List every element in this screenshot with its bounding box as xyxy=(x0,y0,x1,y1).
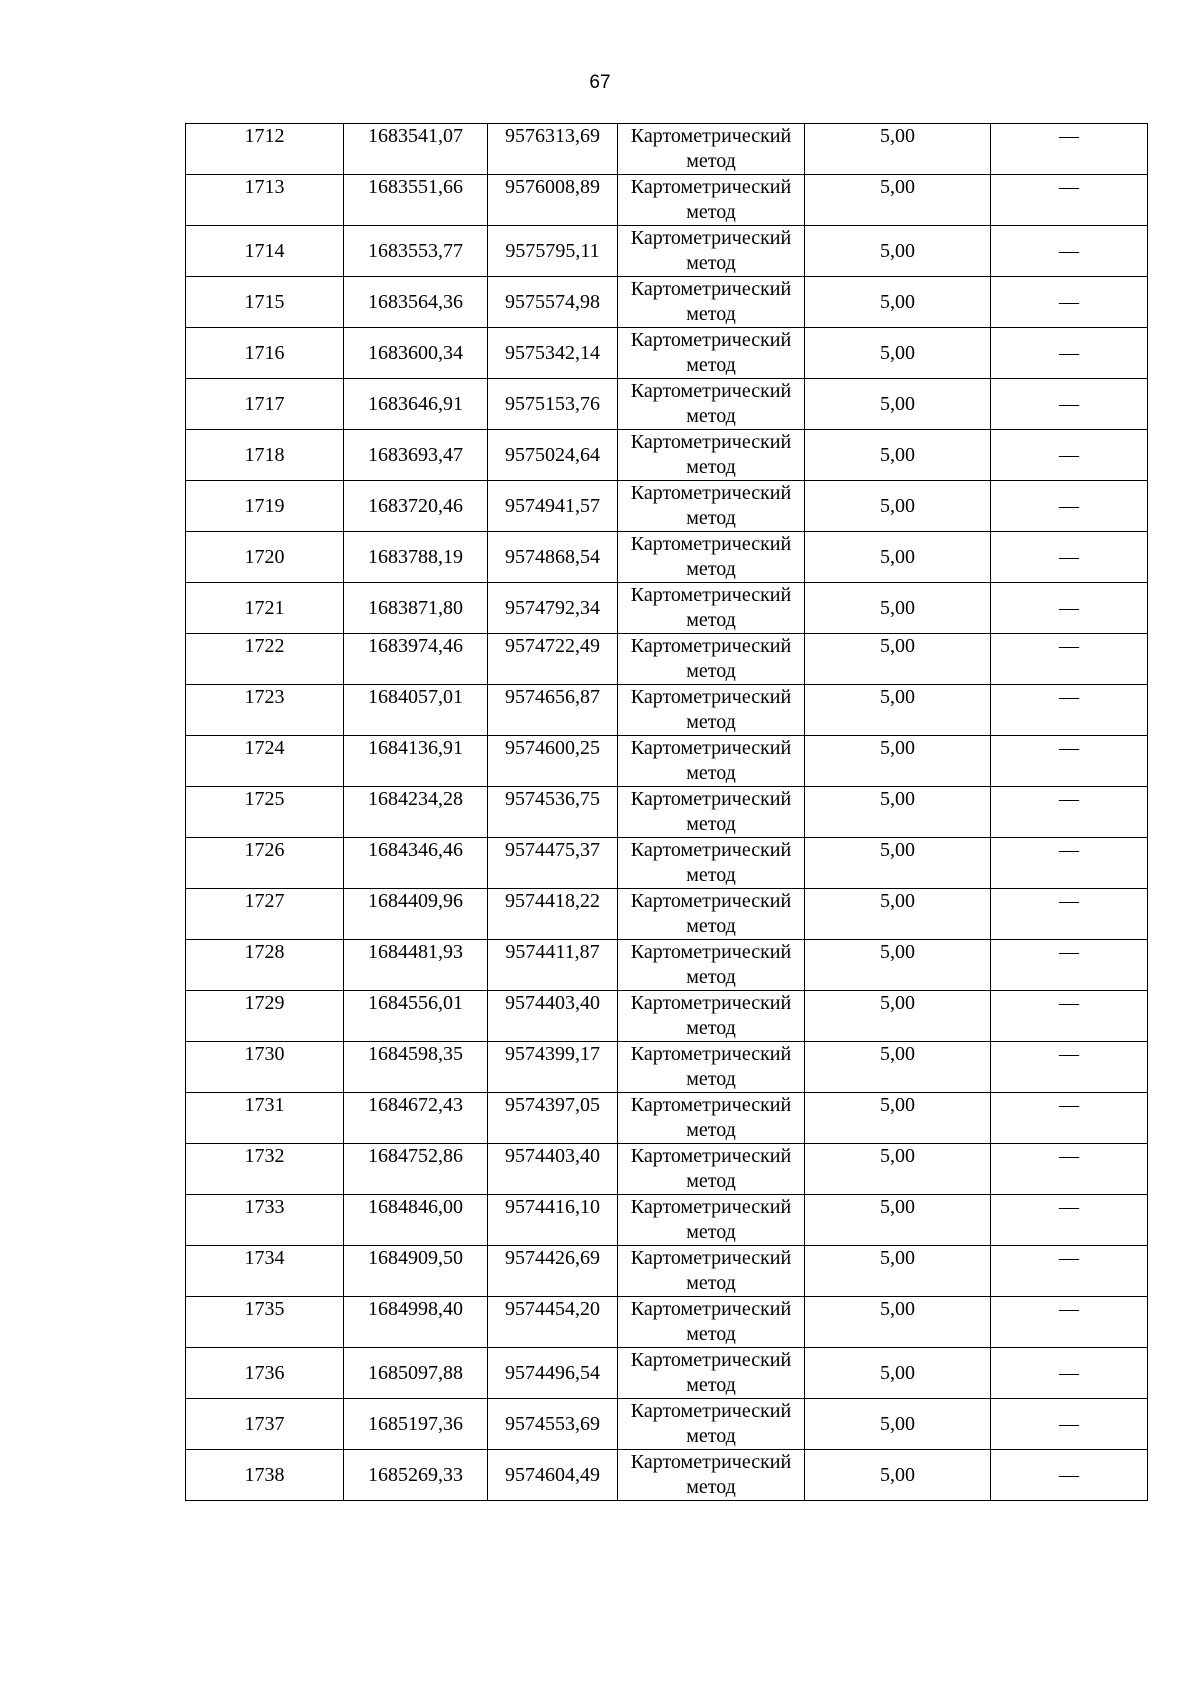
method-cell: Картометрический метод xyxy=(618,1144,805,1195)
table-row xyxy=(186,1450,1148,1501)
coordinate-x-cell: 1683871,80 xyxy=(344,583,488,634)
method-cell: Картометрический метод xyxy=(618,226,805,277)
method-cell: Картометрический метод xyxy=(618,736,805,787)
point-number-cell: 1733 xyxy=(186,1195,344,1246)
point-number-cell: 1728 xyxy=(186,940,344,991)
description-cell: — xyxy=(991,838,1148,889)
accuracy-cell: 5,00 xyxy=(805,1093,991,1144)
method-cell: Картометрический метод xyxy=(618,1093,805,1144)
table-row xyxy=(186,1246,1148,1297)
description-cell: — xyxy=(991,1450,1148,1501)
method-cell: Картометрический метод xyxy=(618,1246,805,1297)
method-cell: Картометрический метод xyxy=(618,1042,805,1093)
method-cell: Картометрический метод xyxy=(618,532,805,583)
point-number-cell: 1718 xyxy=(186,430,344,481)
accuracy-cell: 5,00 xyxy=(805,481,991,532)
method-cell: Картометрический метод xyxy=(618,991,805,1042)
description-cell: — xyxy=(991,991,1148,1042)
accuracy-cell: 5,00 xyxy=(805,175,991,226)
coordinate-x-cell: 1683788,19 xyxy=(344,532,488,583)
method-cell: Картометрический метод xyxy=(618,685,805,736)
point-number-cell: 1735 xyxy=(186,1297,344,1348)
coordinate-x-cell: 1684672,43 xyxy=(344,1093,488,1144)
point-number-cell: 1713 xyxy=(186,175,344,226)
table-row xyxy=(186,532,1148,583)
accuracy-cell: 5,00 xyxy=(805,1399,991,1450)
description-cell: — xyxy=(991,1348,1148,1399)
coordinate-x-cell: 1684346,46 xyxy=(344,838,488,889)
coordinate-y-cell: 9574604,49 xyxy=(488,1450,618,1501)
accuracy-cell: 5,00 xyxy=(805,634,991,685)
description-cell: — xyxy=(991,175,1148,226)
point-number-cell: 1719 xyxy=(186,481,344,532)
coordinate-y-cell: 9574496,54 xyxy=(488,1348,618,1399)
table-row xyxy=(186,1297,1148,1348)
coordinate-y-cell: 9575795,11 xyxy=(488,226,618,277)
table-row xyxy=(186,226,1148,277)
method-cell: Картометрический метод xyxy=(618,787,805,838)
coordinate-y-cell: 9574454,20 xyxy=(488,1297,618,1348)
coordinate-x-cell: 1684481,93 xyxy=(344,940,488,991)
description-cell: — xyxy=(991,481,1148,532)
point-number-cell: 1732 xyxy=(186,1144,344,1195)
coordinate-x-cell: 1684998,40 xyxy=(344,1297,488,1348)
table-row xyxy=(186,1144,1148,1195)
table-row xyxy=(186,1348,1148,1399)
method-cell: Картометрический метод xyxy=(618,277,805,328)
table-row xyxy=(186,787,1148,838)
point-number-cell: 1717 xyxy=(186,379,344,430)
table-row xyxy=(186,328,1148,379)
page-number: 67 xyxy=(589,72,611,93)
accuracy-cell: 5,00 xyxy=(805,277,991,328)
coordinate-x-cell: 1684136,91 xyxy=(344,736,488,787)
coordinate-x-cell: 1684556,01 xyxy=(344,991,488,1042)
accuracy-cell: 5,00 xyxy=(805,1042,991,1093)
coordinate-y-cell: 9574426,69 xyxy=(488,1246,618,1297)
coordinate-y-cell: 9574600,25 xyxy=(488,736,618,787)
method-cell: Картометрический метод xyxy=(618,1195,805,1246)
coordinate-y-cell: 9575574,98 xyxy=(488,277,618,328)
table-row xyxy=(186,583,1148,634)
coordinate-x-cell: 1684057,01 xyxy=(344,685,488,736)
point-number-cell: 1714 xyxy=(186,226,344,277)
method-cell: Картометрический метод xyxy=(618,838,805,889)
table-row xyxy=(186,175,1148,226)
point-number-cell: 1737 xyxy=(186,1399,344,1450)
description-cell: — xyxy=(991,787,1148,838)
description-cell: — xyxy=(991,430,1148,481)
description-cell: — xyxy=(991,940,1148,991)
coordinate-x-cell: 1683600,34 xyxy=(344,328,488,379)
coordinate-y-cell: 9576313,69 xyxy=(488,124,618,175)
table-row xyxy=(186,124,1148,175)
table-row xyxy=(186,838,1148,889)
accuracy-cell: 5,00 xyxy=(805,736,991,787)
method-cell: Картометрический метод xyxy=(618,175,805,226)
accuracy-cell: 5,00 xyxy=(805,1348,991,1399)
method-cell: Картометрический метод xyxy=(618,481,805,532)
description-cell: — xyxy=(991,328,1148,379)
coordinate-x-cell: 1683646,91 xyxy=(344,379,488,430)
point-number-cell: 1730 xyxy=(186,1042,344,1093)
accuracy-cell: 5,00 xyxy=(805,1297,991,1348)
coordinates-table-body xyxy=(186,124,1148,1501)
table-row xyxy=(186,736,1148,787)
accuracy-cell: 5,00 xyxy=(805,226,991,277)
method-cell: Картометрический метод xyxy=(618,379,805,430)
coordinate-y-cell: 9574403,40 xyxy=(488,991,618,1042)
accuracy-cell: 5,00 xyxy=(805,1450,991,1501)
method-cell: Картометрический метод xyxy=(618,889,805,940)
description-cell: — xyxy=(991,583,1148,634)
point-number-cell: 1729 xyxy=(186,991,344,1042)
description-cell: — xyxy=(991,1246,1148,1297)
description-cell: — xyxy=(991,379,1148,430)
description-cell: — xyxy=(991,124,1148,175)
coordinate-y-cell: 9574397,05 xyxy=(488,1093,618,1144)
coordinate-y-cell: 9575342,14 xyxy=(488,328,618,379)
accuracy-cell: 5,00 xyxy=(805,1195,991,1246)
table-row xyxy=(186,430,1148,481)
accuracy-cell: 5,00 xyxy=(805,940,991,991)
method-cell: Картометрический метод xyxy=(618,583,805,634)
coordinate-x-cell: 1684846,00 xyxy=(344,1195,488,1246)
accuracy-cell: 5,00 xyxy=(805,685,991,736)
method-cell: Картометрический метод xyxy=(618,124,805,175)
coordinate-y-cell: 9574536,75 xyxy=(488,787,618,838)
description-cell: — xyxy=(991,889,1148,940)
accuracy-cell: 5,00 xyxy=(805,991,991,1042)
coordinate-y-cell: 9574416,10 xyxy=(488,1195,618,1246)
coordinate-x-cell: 1684909,50 xyxy=(344,1246,488,1297)
point-number-cell: 1722 xyxy=(186,634,344,685)
coordinate-y-cell: 9574941,57 xyxy=(488,481,618,532)
accuracy-cell: 5,00 xyxy=(805,787,991,838)
table-row xyxy=(186,277,1148,328)
accuracy-cell: 5,00 xyxy=(805,889,991,940)
description-cell: — xyxy=(991,685,1148,736)
description-cell: — xyxy=(991,634,1148,685)
description-cell: — xyxy=(991,1195,1148,1246)
table-row xyxy=(186,1042,1148,1093)
coordinate-y-cell: 9574792,34 xyxy=(488,583,618,634)
table-row xyxy=(186,1093,1148,1144)
point-number-cell: 1738 xyxy=(186,1450,344,1501)
coordinate-y-cell: 9574656,87 xyxy=(488,685,618,736)
method-cell: Картометрический метод xyxy=(618,328,805,379)
coordinate-y-cell: 9574399,17 xyxy=(488,1042,618,1093)
point-number-cell: 1721 xyxy=(186,583,344,634)
coordinate-x-cell: 1683551,66 xyxy=(344,175,488,226)
point-number-cell: 1723 xyxy=(186,685,344,736)
point-number-cell: 1726 xyxy=(186,838,344,889)
table-row xyxy=(186,685,1148,736)
table-row xyxy=(186,481,1148,532)
accuracy-cell: 5,00 xyxy=(805,583,991,634)
point-number-cell: 1712 xyxy=(186,124,344,175)
coordinate-x-cell: 1683693,47 xyxy=(344,430,488,481)
coordinate-x-cell: 1685097,88 xyxy=(344,1348,488,1399)
accuracy-cell: 5,00 xyxy=(805,838,991,889)
point-number-cell: 1720 xyxy=(186,532,344,583)
method-cell: Картометрический метод xyxy=(618,1297,805,1348)
coordinate-x-cell: 1685197,36 xyxy=(344,1399,488,1450)
method-cell: Картометрический метод xyxy=(618,634,805,685)
coordinate-x-cell: 1683564,36 xyxy=(344,277,488,328)
coordinate-x-cell: 1683974,46 xyxy=(344,634,488,685)
table-row xyxy=(186,889,1148,940)
coordinate-x-cell: 1683720,46 xyxy=(344,481,488,532)
table-row xyxy=(186,379,1148,430)
table-row xyxy=(186,991,1148,1042)
description-cell: — xyxy=(991,1093,1148,1144)
point-number-cell: 1716 xyxy=(186,328,344,379)
accuracy-cell: 5,00 xyxy=(805,379,991,430)
coordinate-x-cell: 1683553,77 xyxy=(344,226,488,277)
coordinate-y-cell: 9574418,22 xyxy=(488,889,618,940)
coordinates-table xyxy=(185,123,1148,1501)
method-cell: Картометрический метод xyxy=(618,940,805,991)
coordinate-y-cell: 9575153,76 xyxy=(488,379,618,430)
point-number-cell: 1727 xyxy=(186,889,344,940)
coordinate-y-cell: 9576008,89 xyxy=(488,175,618,226)
coordinate-x-cell: 1684234,28 xyxy=(344,787,488,838)
description-cell: — xyxy=(991,532,1148,583)
description-cell: — xyxy=(991,1399,1148,1450)
coordinate-x-cell: 1685269,33 xyxy=(344,1450,488,1501)
coordinate-y-cell: 9575024,64 xyxy=(488,430,618,481)
description-cell: — xyxy=(991,1297,1148,1348)
description-cell: — xyxy=(991,1144,1148,1195)
coordinate-x-cell: 1684752,86 xyxy=(344,1144,488,1195)
point-number-cell: 1736 xyxy=(186,1348,344,1399)
coordinate-y-cell: 9574411,87 xyxy=(488,940,618,991)
coordinate-x-cell: 1684598,35 xyxy=(344,1042,488,1093)
table-row xyxy=(186,634,1148,685)
coordinate-y-cell: 9574475,37 xyxy=(488,838,618,889)
point-number-cell: 1725 xyxy=(186,787,344,838)
table-row xyxy=(186,1195,1148,1246)
accuracy-cell: 5,00 xyxy=(805,1246,991,1297)
coordinate-y-cell: 9574722,49 xyxy=(488,634,618,685)
description-cell: — xyxy=(991,1042,1148,1093)
accuracy-cell: 5,00 xyxy=(805,124,991,175)
coordinate-x-cell: 1683541,07 xyxy=(344,124,488,175)
point-number-cell: 1734 xyxy=(186,1246,344,1297)
table-row xyxy=(186,1399,1148,1450)
method-cell: Картометрический метод xyxy=(618,1399,805,1450)
accuracy-cell: 5,00 xyxy=(805,532,991,583)
method-cell: Картометрический метод xyxy=(618,1348,805,1399)
accuracy-cell: 5,00 xyxy=(805,430,991,481)
description-cell: — xyxy=(991,736,1148,787)
accuracy-cell: 5,00 xyxy=(805,1144,991,1195)
coordinate-y-cell: 9574868,54 xyxy=(488,532,618,583)
coordinate-x-cell: 1684409,96 xyxy=(344,889,488,940)
description-cell: — xyxy=(991,226,1148,277)
method-cell: Картометрический метод xyxy=(618,430,805,481)
point-number-cell: 1731 xyxy=(186,1093,344,1144)
coordinate-y-cell: 9574553,69 xyxy=(488,1399,618,1450)
coordinate-y-cell: 9574403,40 xyxy=(488,1144,618,1195)
point-number-cell: 1715 xyxy=(186,277,344,328)
accuracy-cell: 5,00 xyxy=(805,328,991,379)
method-cell: Картометрический метод xyxy=(618,1450,805,1501)
description-cell: — xyxy=(991,277,1148,328)
table-row xyxy=(186,940,1148,991)
point-number-cell: 1724 xyxy=(186,736,344,787)
